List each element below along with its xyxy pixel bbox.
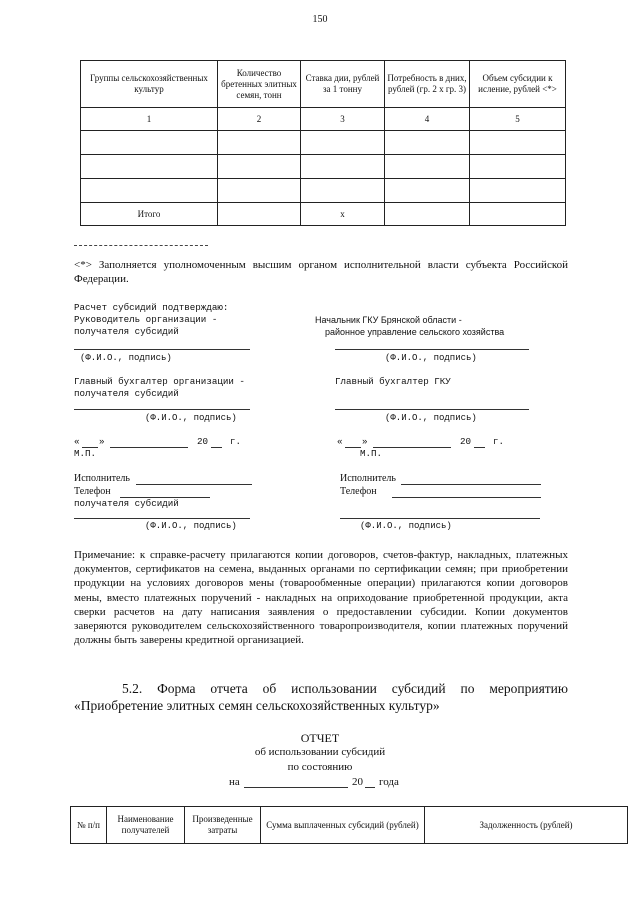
column-number: 2 <box>218 108 301 131</box>
table-cell <box>301 155 385 179</box>
executor-label: Исполнитель <box>340 473 396 484</box>
signature-line <box>74 349 250 350</box>
year-suffix: г. <box>230 436 242 447</box>
column-number: 4 <box>385 108 470 131</box>
column-number: 3 <box>301 108 385 131</box>
header-crop-groups: Группы сельскохозяйственных культур <box>81 61 218 108</box>
signature-line <box>74 518 250 519</box>
signature-line <box>335 349 529 350</box>
header-seed-quantity: Количество бретенных элитных семян, тонн <box>218 61 301 108</box>
table-cell <box>218 155 301 179</box>
header-rate: Ставка дии, рублей за 1 тонну <box>301 61 385 108</box>
table-row <box>81 131 566 155</box>
fio-sign-caption: (Ф.И.О., подпись) <box>360 521 452 531</box>
header-number: № п/п <box>71 807 107 844</box>
fio-sign-caption: (Ф.И.О., подпись) <box>145 413 237 423</box>
header-debt: Задолженность (рублей) <box>425 807 628 844</box>
section-heading-line2: «Приобретение элитных семян сельскохозяйственных культур» <box>74 698 440 713</box>
header-recipients: Наименование получателей <box>107 807 185 844</box>
attachment-note: Примечание: к справке-расчету прилагаются копии договоров, счетов-фактур, накладных, платежных документов, сертификатов на семена, выданных органами по сертификации семян; при приобретении продукции на условиях договоров мены (товарообменные операции) прилагаются копии договоров мены, вместо платежных поручений - накладных на оприходование приобретенной продукции, акта сверки расчетов на дату написания заявления о предоставлении субсидии. Копии документов заверяются руководителем сельскохозяйственного товаропроизводителя, копии платежных поручений должны быть заверены кредитной организацией. <box>74 549 568 647</box>
table-cell <box>301 179 385 203</box>
table-cell <box>81 131 218 155</box>
page-number: 150 <box>312 14 328 25</box>
fio-sign-caption: (Ф.И.О., подпись) <box>80 353 172 363</box>
year-prefix: 20 <box>460 436 472 447</box>
right-head-line1: Начальник ГКУ Брянской области - <box>315 315 462 325</box>
table-cell <box>470 155 566 179</box>
fio-sign-caption: (Ф.И.О., подпись) <box>385 353 477 363</box>
table-number-row <box>81 108 566 131</box>
left-head-line2: получателя субсидий <box>74 326 179 337</box>
table-cell <box>470 179 566 203</box>
table-total-row <box>81 203 566 226</box>
month-line <box>110 447 188 448</box>
column-number: 5 <box>470 108 566 131</box>
header-subsidy-volume: Объем субсидии к исление, рублей <*> <box>470 61 566 108</box>
right-head-line2: районное управление сельского хозяйства <box>325 327 505 337</box>
day-line <box>345 447 361 448</box>
recipient-label: получателя субсидий <box>74 498 179 509</box>
left-accountant-line2: получателя субсидий <box>74 388 179 399</box>
month-line <box>373 447 451 448</box>
report-date-line <box>244 787 348 788</box>
header-requirement: Потребность в дних, рублей (гр. 2 х гр. 3) <box>385 61 470 108</box>
report-year-suffix: года <box>379 776 399 788</box>
fio-sign-caption: (Ф.И.О., подпись) <box>385 413 477 423</box>
footnote-rule <box>74 245 208 246</box>
section-heading-line1: 5.2. Форма отчета об использовании субсидий по мероприятию <box>122 681 568 696</box>
signature-line <box>74 409 250 410</box>
signature-line <box>335 409 529 410</box>
fio-sign-caption: (Ф.И.О., подпись) <box>145 521 237 531</box>
table-row <box>81 155 566 179</box>
phone-label: Телефон <box>340 486 377 497</box>
table-cell <box>218 179 301 203</box>
date-close-quote: » <box>99 436 105 447</box>
section-heading <box>74 680 568 714</box>
executor-label: Исполнитель <box>74 473 130 484</box>
right-accountant: Главный бухгалтер ГКУ <box>335 376 451 387</box>
table-cell <box>385 131 470 155</box>
stamp-place: М.П. <box>74 448 97 459</box>
table-header-row <box>81 61 566 108</box>
phone-label: Телефон <box>74 486 111 497</box>
table-cell <box>218 203 301 226</box>
table-cell <box>81 155 218 179</box>
header-paid-subsidies: Сумма выплаченных субсидий (рублей) <box>261 807 425 844</box>
date-open-quote: « <box>74 436 80 447</box>
table-cell <box>81 179 218 203</box>
report-as-of: по состоянию <box>287 761 353 773</box>
date-open-quote: « <box>337 436 343 447</box>
phone-line <box>392 497 541 498</box>
signature-line <box>340 518 540 519</box>
total-label: Итого <box>81 203 218 226</box>
executor-line <box>401 484 541 485</box>
table-cell <box>385 155 470 179</box>
total-rate-cell: x <box>301 203 385 226</box>
year-suffix: г. <box>493 436 505 447</box>
executor-line <box>136 484 252 485</box>
column-number: 1 <box>81 108 218 131</box>
stamp-place: М.П. <box>360 448 383 459</box>
year-line <box>474 447 485 448</box>
report-year-line <box>365 787 375 788</box>
report-subtitle: об использовании субсидий <box>254 746 386 758</box>
report-year-prefix: 20 <box>352 776 363 788</box>
table-cell <box>301 131 385 155</box>
report-on-label: на <box>229 776 240 788</box>
subsidy-calculation-table <box>80 60 566 226</box>
header-costs: Произведенные затраты <box>185 807 261 844</box>
table-row <box>81 179 566 203</box>
date-close-quote: » <box>362 436 368 447</box>
report-title: ОТЧЕТ <box>300 731 340 745</box>
left-accountant-line1: Главный бухгалтер организации - <box>74 376 245 387</box>
table-cell <box>470 203 566 226</box>
report-header-row <box>71 807 628 844</box>
footnote: <*> Заполняется уполномоченным высшим органом исполнительной власти субъекта Российской Федерации. <box>74 259 568 285</box>
report-table <box>70 806 628 844</box>
left-head-line1: Руководитель организации - <box>74 314 218 325</box>
year-prefix: 20 <box>197 436 209 447</box>
table-cell <box>218 131 301 155</box>
table-cell <box>470 131 566 155</box>
year-line <box>211 447 222 448</box>
confirm-title: Расчет субсидий подтверждаю: <box>74 302 229 313</box>
table-cell <box>385 203 470 226</box>
table-cell <box>385 179 470 203</box>
